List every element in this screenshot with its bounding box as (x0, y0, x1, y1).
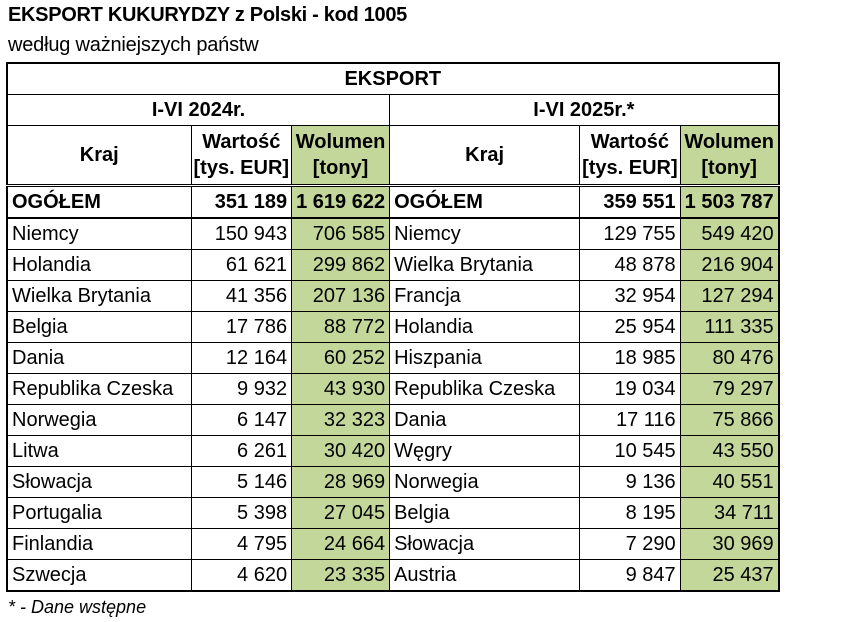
wolumen-right: 80 476 (680, 343, 778, 374)
wartosc-right: 9 136 (580, 467, 681, 498)
col-header-wartosc-right-line2: [tys. EUR] (582, 157, 678, 179)
wolumen-left: 30 420 (292, 436, 390, 467)
table-row (7, 529, 779, 560)
country-right: Niemcy (390, 218, 580, 250)
wolumen-left: 24 664 (292, 529, 390, 560)
total-wolumen-right: 1 503 787 (680, 186, 778, 219)
col-header-wartosc-left-line1: Wartość (202, 131, 281, 153)
col-header-wolumen-right (680, 126, 778, 186)
wartosc-left: 6 147 (191, 405, 292, 436)
table-row (7, 467, 779, 498)
wartosc-right: 48 878 (580, 250, 681, 281)
wolumen-right: 40 551 (680, 467, 778, 498)
wartosc-right: 19 034 (580, 374, 681, 405)
wolumen-left: 706 585 (292, 218, 390, 250)
country-right: Republika Czeska (390, 374, 580, 405)
wolumen-left: 207 136 (292, 281, 390, 312)
wartosc-left: 6 261 (191, 436, 292, 467)
wartosc-right: 25 954 (580, 312, 681, 343)
wolumen-right: 549 420 (680, 218, 778, 250)
wolumen-right: 30 969 (680, 529, 778, 560)
col-header-wolumen-right-line1: Wolumen (684, 131, 774, 153)
col-header-wolumen-right-line2: [tony] (701, 157, 757, 179)
country-left: Wielka Brytania (7, 281, 191, 312)
wolumen-right: 216 904 (680, 250, 778, 281)
country-right: Dania (390, 405, 580, 436)
wartosc-right: 18 985 (580, 343, 681, 374)
wolumen-left: 60 252 (292, 343, 390, 374)
wolumen-left: 32 323 (292, 405, 390, 436)
country-left: Litwa (7, 436, 191, 467)
wartosc-right: 9 847 (580, 560, 681, 592)
country-right: Norwegia (390, 467, 580, 498)
total-kraj-left: OGÓŁEM (7, 186, 191, 219)
table-row (7, 312, 779, 343)
table-row (7, 374, 779, 405)
wolumen-left: 27 045 (292, 498, 390, 529)
col-header-kraj-right: Kraj (390, 126, 580, 186)
table-header-eksport: EKSPORT (7, 63, 779, 95)
country-right: Wielka Brytania (390, 250, 580, 281)
col-header-kraj-left: Kraj (7, 126, 191, 186)
wartosc-right: 7 290 (580, 529, 681, 560)
country-right: Węgry (390, 436, 580, 467)
wartosc-left: 41 356 (191, 281, 292, 312)
wolumen-right: 34 711 (680, 498, 778, 529)
country-right: Austria (390, 560, 580, 592)
country-right: Hiszpania (390, 343, 580, 374)
wolumen-left: 88 772 (292, 312, 390, 343)
table-row (7, 218, 779, 250)
country-left: Finlandia (7, 529, 191, 560)
period-left: I-VI 2024r. (7, 95, 390, 126)
period-right: I-VI 2025r.* (390, 95, 779, 126)
wartosc-left: 9 932 (191, 374, 292, 405)
wartosc-right: 8 195 (580, 498, 681, 529)
country-left: Niemcy (7, 218, 191, 250)
country-left: Szwecja (7, 560, 191, 592)
total-row (7, 186, 779, 219)
wartosc-left: 150 943 (191, 218, 292, 250)
country-left: Dania (7, 343, 191, 374)
country-right: Holandia (390, 312, 580, 343)
country-left: Holandia (7, 250, 191, 281)
col-header-wolumen-left (292, 126, 390, 186)
wartosc-left: 4 795 (191, 529, 292, 560)
col-header-wolumen-left-line2: [tony] (312, 157, 369, 179)
export-table (6, 62, 780, 592)
wartosc-left: 17 786 (191, 312, 292, 343)
wartosc-left: 12 164 (191, 343, 292, 374)
table-row (7, 343, 779, 374)
wolumen-left: 43 930 (292, 374, 390, 405)
total-wartosc-left: 351 189 (191, 186, 292, 219)
country-left: Portugalia (7, 498, 191, 529)
wolumen-right: 127 294 (680, 281, 778, 312)
wartosc-right: 129 755 (580, 218, 681, 250)
wartosc-right: 32 954 (580, 281, 681, 312)
wartosc-left: 5 146 (191, 467, 292, 498)
wartosc-right: 10 545 (580, 436, 681, 467)
country-left: Słowacja (7, 467, 191, 498)
total-wolumen-left: 1 619 622 (292, 186, 390, 219)
col-header-wartosc-right (580, 126, 681, 186)
col-header-wartosc-left (191, 126, 292, 186)
wartosc-left: 5 398 (191, 498, 292, 529)
country-left: Belgia (7, 312, 191, 343)
total-kraj-right: OGÓŁEM (390, 186, 580, 219)
wolumen-left: 28 969 (292, 467, 390, 498)
wolumen-right: 79 297 (680, 374, 778, 405)
period-row (7, 95, 779, 126)
table-row (7, 560, 779, 592)
total-wartosc-right: 359 551 (580, 186, 681, 219)
table-row (7, 436, 779, 467)
wolumen-left: 299 862 (292, 250, 390, 281)
wolumen-right: 43 550 (680, 436, 778, 467)
table-row (7, 405, 779, 436)
wartosc-right: 17 116 (580, 405, 681, 436)
wolumen-left: 23 335 (292, 560, 390, 592)
country-left: Norwegia (7, 405, 191, 436)
table-row (7, 281, 779, 312)
col-header-wartosc-left-line2: [tys. EUR] (193, 157, 290, 179)
column-header-row (7, 126, 779, 186)
wolumen-right: 25 437 (680, 560, 778, 592)
footnote: * - Dane wstępne (8, 597, 147, 617)
document-subtitle: według ważniejszych państw (8, 34, 259, 56)
country-right: Francja (390, 281, 580, 312)
col-header-wolumen-left-line1: Wolumen (295, 131, 386, 153)
country-right: Słowacja (390, 529, 580, 560)
wolumen-right: 75 866 (680, 405, 778, 436)
table-row (7, 498, 779, 529)
wolumen-right: 111 335 (680, 312, 778, 343)
table-header-row (7, 63, 779, 95)
wartosc-left: 4 620 (191, 560, 292, 592)
country-right: Belgia (390, 498, 580, 529)
col-header-wartosc-right-line1: Wartość (590, 131, 669, 153)
document-title: EKSPORT KUKURYDZY z Polski - kod 1005 (8, 4, 407, 26)
wartosc-left: 61 621 (191, 250, 292, 281)
country-left: Republika Czeska (7, 374, 191, 405)
table-row (7, 250, 779, 281)
